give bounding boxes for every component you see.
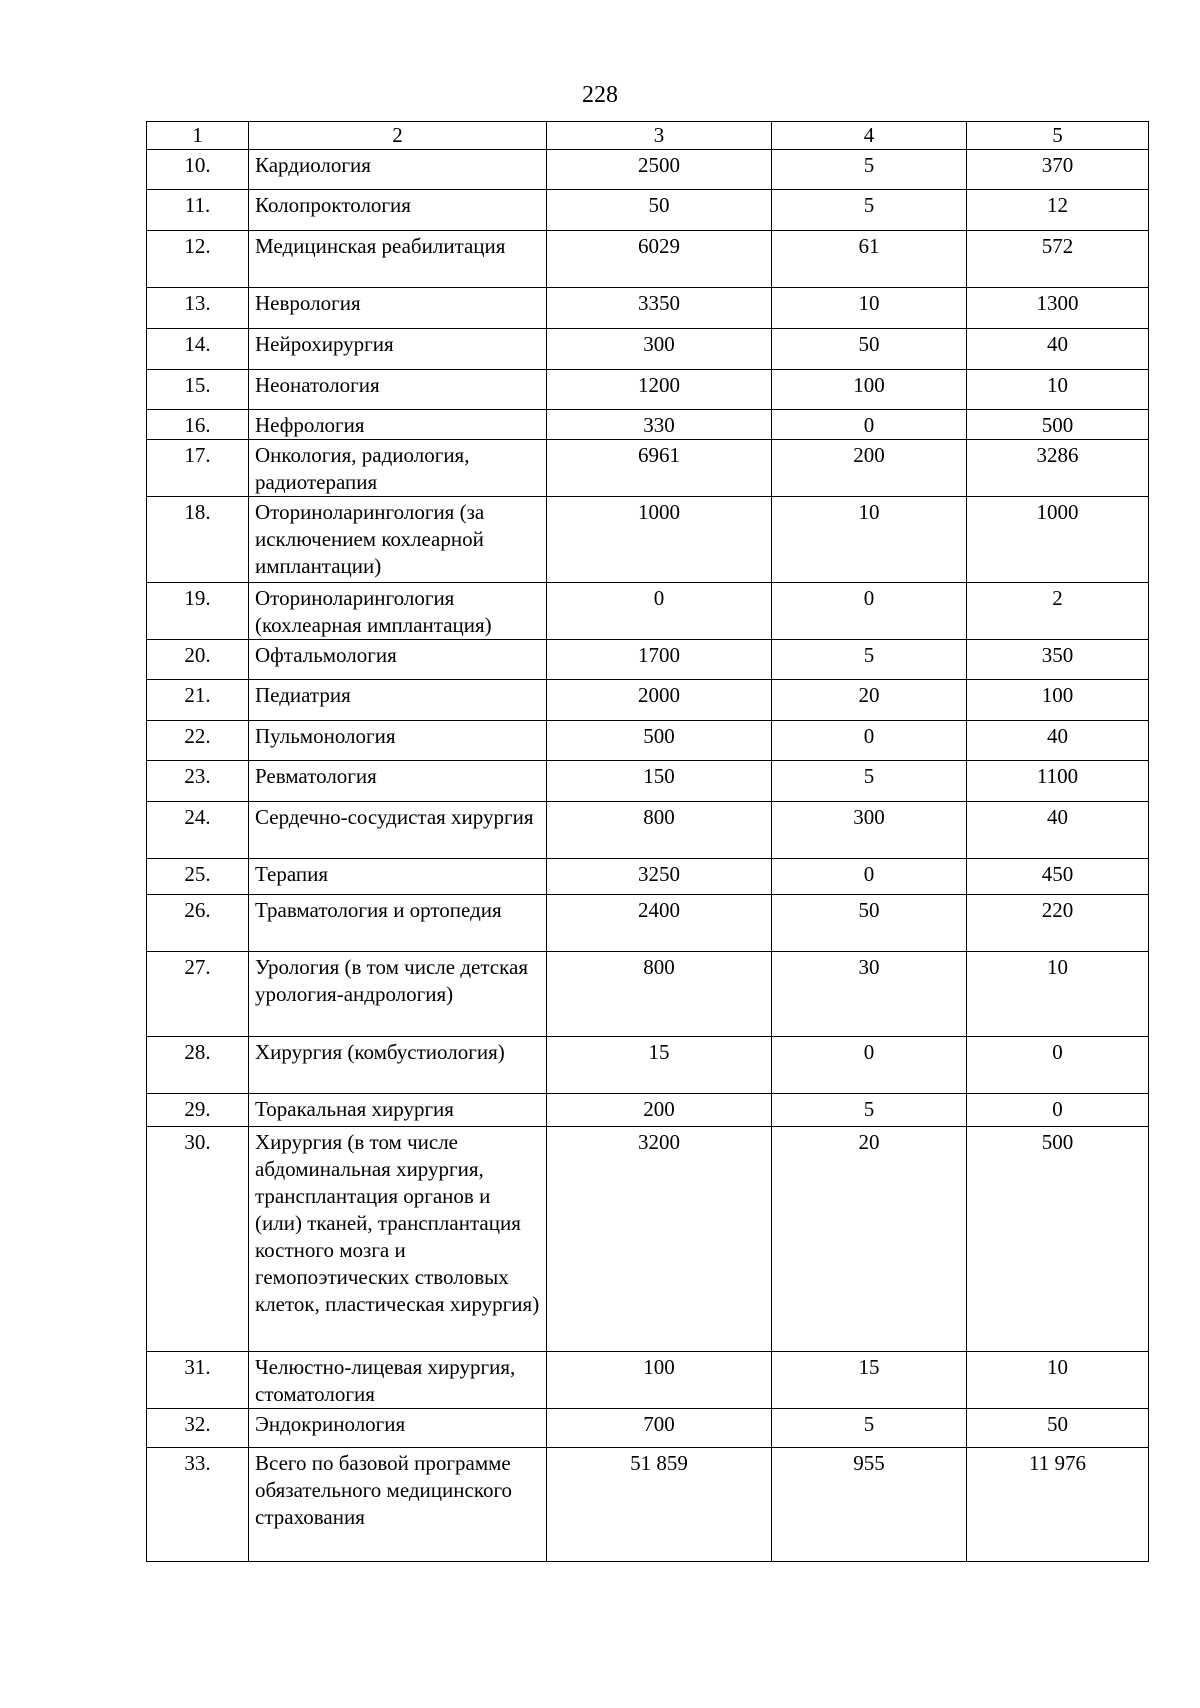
- row-number: 20.: [147, 640, 249, 680]
- value-col5: 10: [967, 1352, 1149, 1409]
- table-row: [147, 721, 1149, 761]
- row-number: 21.: [147, 680, 249, 721]
- specialty-name: Пульмонология: [249, 721, 547, 761]
- value-col5: 11 976: [967, 1448, 1149, 1562]
- value-col3: 1200: [547, 370, 772, 410]
- column-header: 1: [147, 122, 249, 150]
- row-number: 31.: [147, 1352, 249, 1409]
- value-col5: 350: [967, 640, 1149, 680]
- table-row: [147, 895, 1149, 952]
- row-number: 15.: [147, 370, 249, 410]
- specialty-name: Хирургия (в том числе абдоминальная хирургия, трансплантация органов и (или) тканей, трансплантация костного мозга и гемопоэтических стволовых клеток, пластическая хирургия): [249, 1127, 547, 1352]
- row-number: 26.: [147, 895, 249, 952]
- column-header: 2: [249, 122, 547, 150]
- value-col3: 100: [547, 1352, 772, 1409]
- row-number: 11.: [147, 190, 249, 231]
- value-col4: 50: [772, 895, 967, 952]
- row-number: 12.: [147, 231, 249, 288]
- value-col4: 61: [772, 231, 967, 288]
- table-row: [147, 761, 1149, 802]
- row-number: 22.: [147, 721, 249, 761]
- table-row: [147, 1127, 1149, 1352]
- value-col4: 5: [772, 150, 967, 190]
- row-number: 24.: [147, 802, 249, 859]
- column-header: 3: [547, 122, 772, 150]
- value-col5: 50: [967, 1409, 1149, 1448]
- value-col4: 5: [772, 761, 967, 802]
- specialty-name: Неонатология: [249, 370, 547, 410]
- value-col4: 10: [772, 288, 967, 329]
- row-number: 32.: [147, 1409, 249, 1448]
- specialty-name: Оториноларингология (кохлеарная имплантация): [249, 583, 547, 640]
- value-col3: 150: [547, 761, 772, 802]
- table-row: [147, 952, 1149, 1037]
- specialty-name: Колопроктология: [249, 190, 547, 231]
- value-col5: 2: [967, 583, 1149, 640]
- page-number: 228: [582, 82, 618, 108]
- value-col4: 0: [772, 410, 967, 440]
- value-col5: 3286: [967, 440, 1149, 497]
- table-row: [147, 440, 1149, 497]
- value-col4: 20: [772, 1127, 967, 1352]
- value-col3: 800: [547, 952, 772, 1037]
- value-col4: 100: [772, 370, 967, 410]
- specialty-name: Офтальмология: [249, 640, 547, 680]
- value-col5: 500: [967, 1127, 1149, 1352]
- specialty-name: Челюстно-лицевая хирургия, стоматология: [249, 1352, 547, 1409]
- value-col3: 0: [547, 583, 772, 640]
- value-col5: 450: [967, 859, 1149, 895]
- value-col4: 0: [772, 859, 967, 895]
- specialty-name: Урология (в том числе детская урология-андрология): [249, 952, 547, 1037]
- value-col3: 1000: [547, 497, 772, 583]
- value-col4: 0: [772, 1037, 967, 1094]
- value-col3: 1700: [547, 640, 772, 680]
- value-col5: 572: [967, 231, 1149, 288]
- table-row: [147, 1409, 1149, 1448]
- value-col3: 2500: [547, 150, 772, 190]
- value-col5: 370: [967, 150, 1149, 190]
- value-col4: 955: [772, 1448, 967, 1562]
- table-row: [147, 1094, 1149, 1127]
- value-col3: 800: [547, 802, 772, 859]
- specialty-name: Нефрология: [249, 410, 547, 440]
- value-col5: 1300: [967, 288, 1149, 329]
- value-col3: 6029: [547, 231, 772, 288]
- specialty-name: Кардиология: [249, 150, 547, 190]
- row-number: 16.: [147, 410, 249, 440]
- row-number: 27.: [147, 952, 249, 1037]
- specialty-name: Сердечно-сосудистая хирургия: [249, 802, 547, 859]
- value-col4: 20: [772, 680, 967, 721]
- specialty-name: Хирургия (комбустиология): [249, 1037, 547, 1094]
- specialty-name: Ревматология: [249, 761, 547, 802]
- value-col5: 500: [967, 410, 1149, 440]
- value-col5: 0: [967, 1094, 1149, 1127]
- table-row: [147, 680, 1149, 721]
- table-row: [147, 329, 1149, 370]
- value-col3: 50: [547, 190, 772, 231]
- table-row: [147, 802, 1149, 859]
- specialty-name: Торакальная хирургия: [249, 1094, 547, 1127]
- row-number: 30.: [147, 1127, 249, 1352]
- value-col3: 15: [547, 1037, 772, 1094]
- value-col5: 10: [967, 952, 1149, 1037]
- specialty-name: Педиатрия: [249, 680, 547, 721]
- table-row: [147, 1037, 1149, 1094]
- table-row: [147, 497, 1149, 583]
- value-col5: 10: [967, 370, 1149, 410]
- row-number: 13.: [147, 288, 249, 329]
- value-col5: 0: [967, 1037, 1149, 1094]
- value-col3: 300: [547, 329, 772, 370]
- table-row: [147, 288, 1149, 329]
- table-row: [147, 231, 1149, 288]
- value-col3: 3250: [547, 859, 772, 895]
- table-row: [147, 150, 1149, 190]
- specialty-name: Неврология: [249, 288, 547, 329]
- specialty-name: Эндокринология: [249, 1409, 547, 1448]
- row-number: 10.: [147, 150, 249, 190]
- value-col3: 700: [547, 1409, 772, 1448]
- row-number: 17.: [147, 440, 249, 497]
- value-col4: 10: [772, 497, 967, 583]
- row-number: 25.: [147, 859, 249, 895]
- value-col4: 5: [772, 190, 967, 231]
- value-col5: 1000: [967, 497, 1149, 583]
- table-row: [147, 370, 1149, 410]
- table-row: [147, 640, 1149, 680]
- value-col4: 300: [772, 802, 967, 859]
- specialty-name: Оториноларингология (за исключением кохлеарной имплантации): [249, 497, 547, 583]
- value-col4: 5: [772, 640, 967, 680]
- value-col3: 3200: [547, 1127, 772, 1352]
- table-row: [147, 583, 1149, 640]
- table-row: [147, 1352, 1149, 1409]
- value-col4: 0: [772, 583, 967, 640]
- value-col5: 40: [967, 721, 1149, 761]
- value-col3: 330: [547, 410, 772, 440]
- row-number: 23.: [147, 761, 249, 802]
- value-col5: 100: [967, 680, 1149, 721]
- row-number: 19.: [147, 583, 249, 640]
- value-col4: 0: [772, 721, 967, 761]
- row-number: 14.: [147, 329, 249, 370]
- row-number: 29.: [147, 1094, 249, 1127]
- specialty-name: Терапия: [249, 859, 547, 895]
- column-header: 5: [967, 122, 1149, 150]
- value-col5: 12: [967, 190, 1149, 231]
- specialty-name: Онкология, радиология, радиотерапия: [249, 440, 547, 497]
- specialty-name: Всего по базовой программе обязательного медицинского страхования: [249, 1448, 547, 1562]
- value-col3: 2400: [547, 895, 772, 952]
- specialty-name: Травматология и ортопедия: [249, 895, 547, 952]
- value-col5: 220: [967, 895, 1149, 952]
- value-col4: 15: [772, 1352, 967, 1409]
- specialty-name: Нейрохирургия: [249, 329, 547, 370]
- value-col3: 6961: [547, 440, 772, 497]
- value-col5: 40: [967, 329, 1149, 370]
- value-col4: 200: [772, 440, 967, 497]
- value-col4: 30: [772, 952, 967, 1037]
- value-col4: 50: [772, 329, 967, 370]
- row-number: 18.: [147, 497, 249, 583]
- value-col3: 500: [547, 721, 772, 761]
- value-col3: 200: [547, 1094, 772, 1127]
- row-number: 28.: [147, 1037, 249, 1094]
- value-col3: 2000: [547, 680, 772, 721]
- header-row: [147, 122, 1149, 150]
- specialty-name: Медицинская реабилитация: [249, 231, 547, 288]
- value-col3: 3350: [547, 288, 772, 329]
- table-row: [147, 190, 1149, 231]
- value-col4: 5: [772, 1409, 967, 1448]
- value-col3: 51 859: [547, 1448, 772, 1562]
- table-row: [147, 410, 1149, 440]
- column-header: 4: [772, 122, 967, 150]
- value-col5: 1100: [967, 761, 1149, 802]
- data-table: [146, 121, 1149, 1562]
- value-col5: 40: [967, 802, 1149, 859]
- table-row-total: [147, 1448, 1149, 1562]
- table-row: [147, 859, 1149, 895]
- row-number: 33.: [147, 1448, 249, 1562]
- value-col4: 5: [772, 1094, 967, 1127]
